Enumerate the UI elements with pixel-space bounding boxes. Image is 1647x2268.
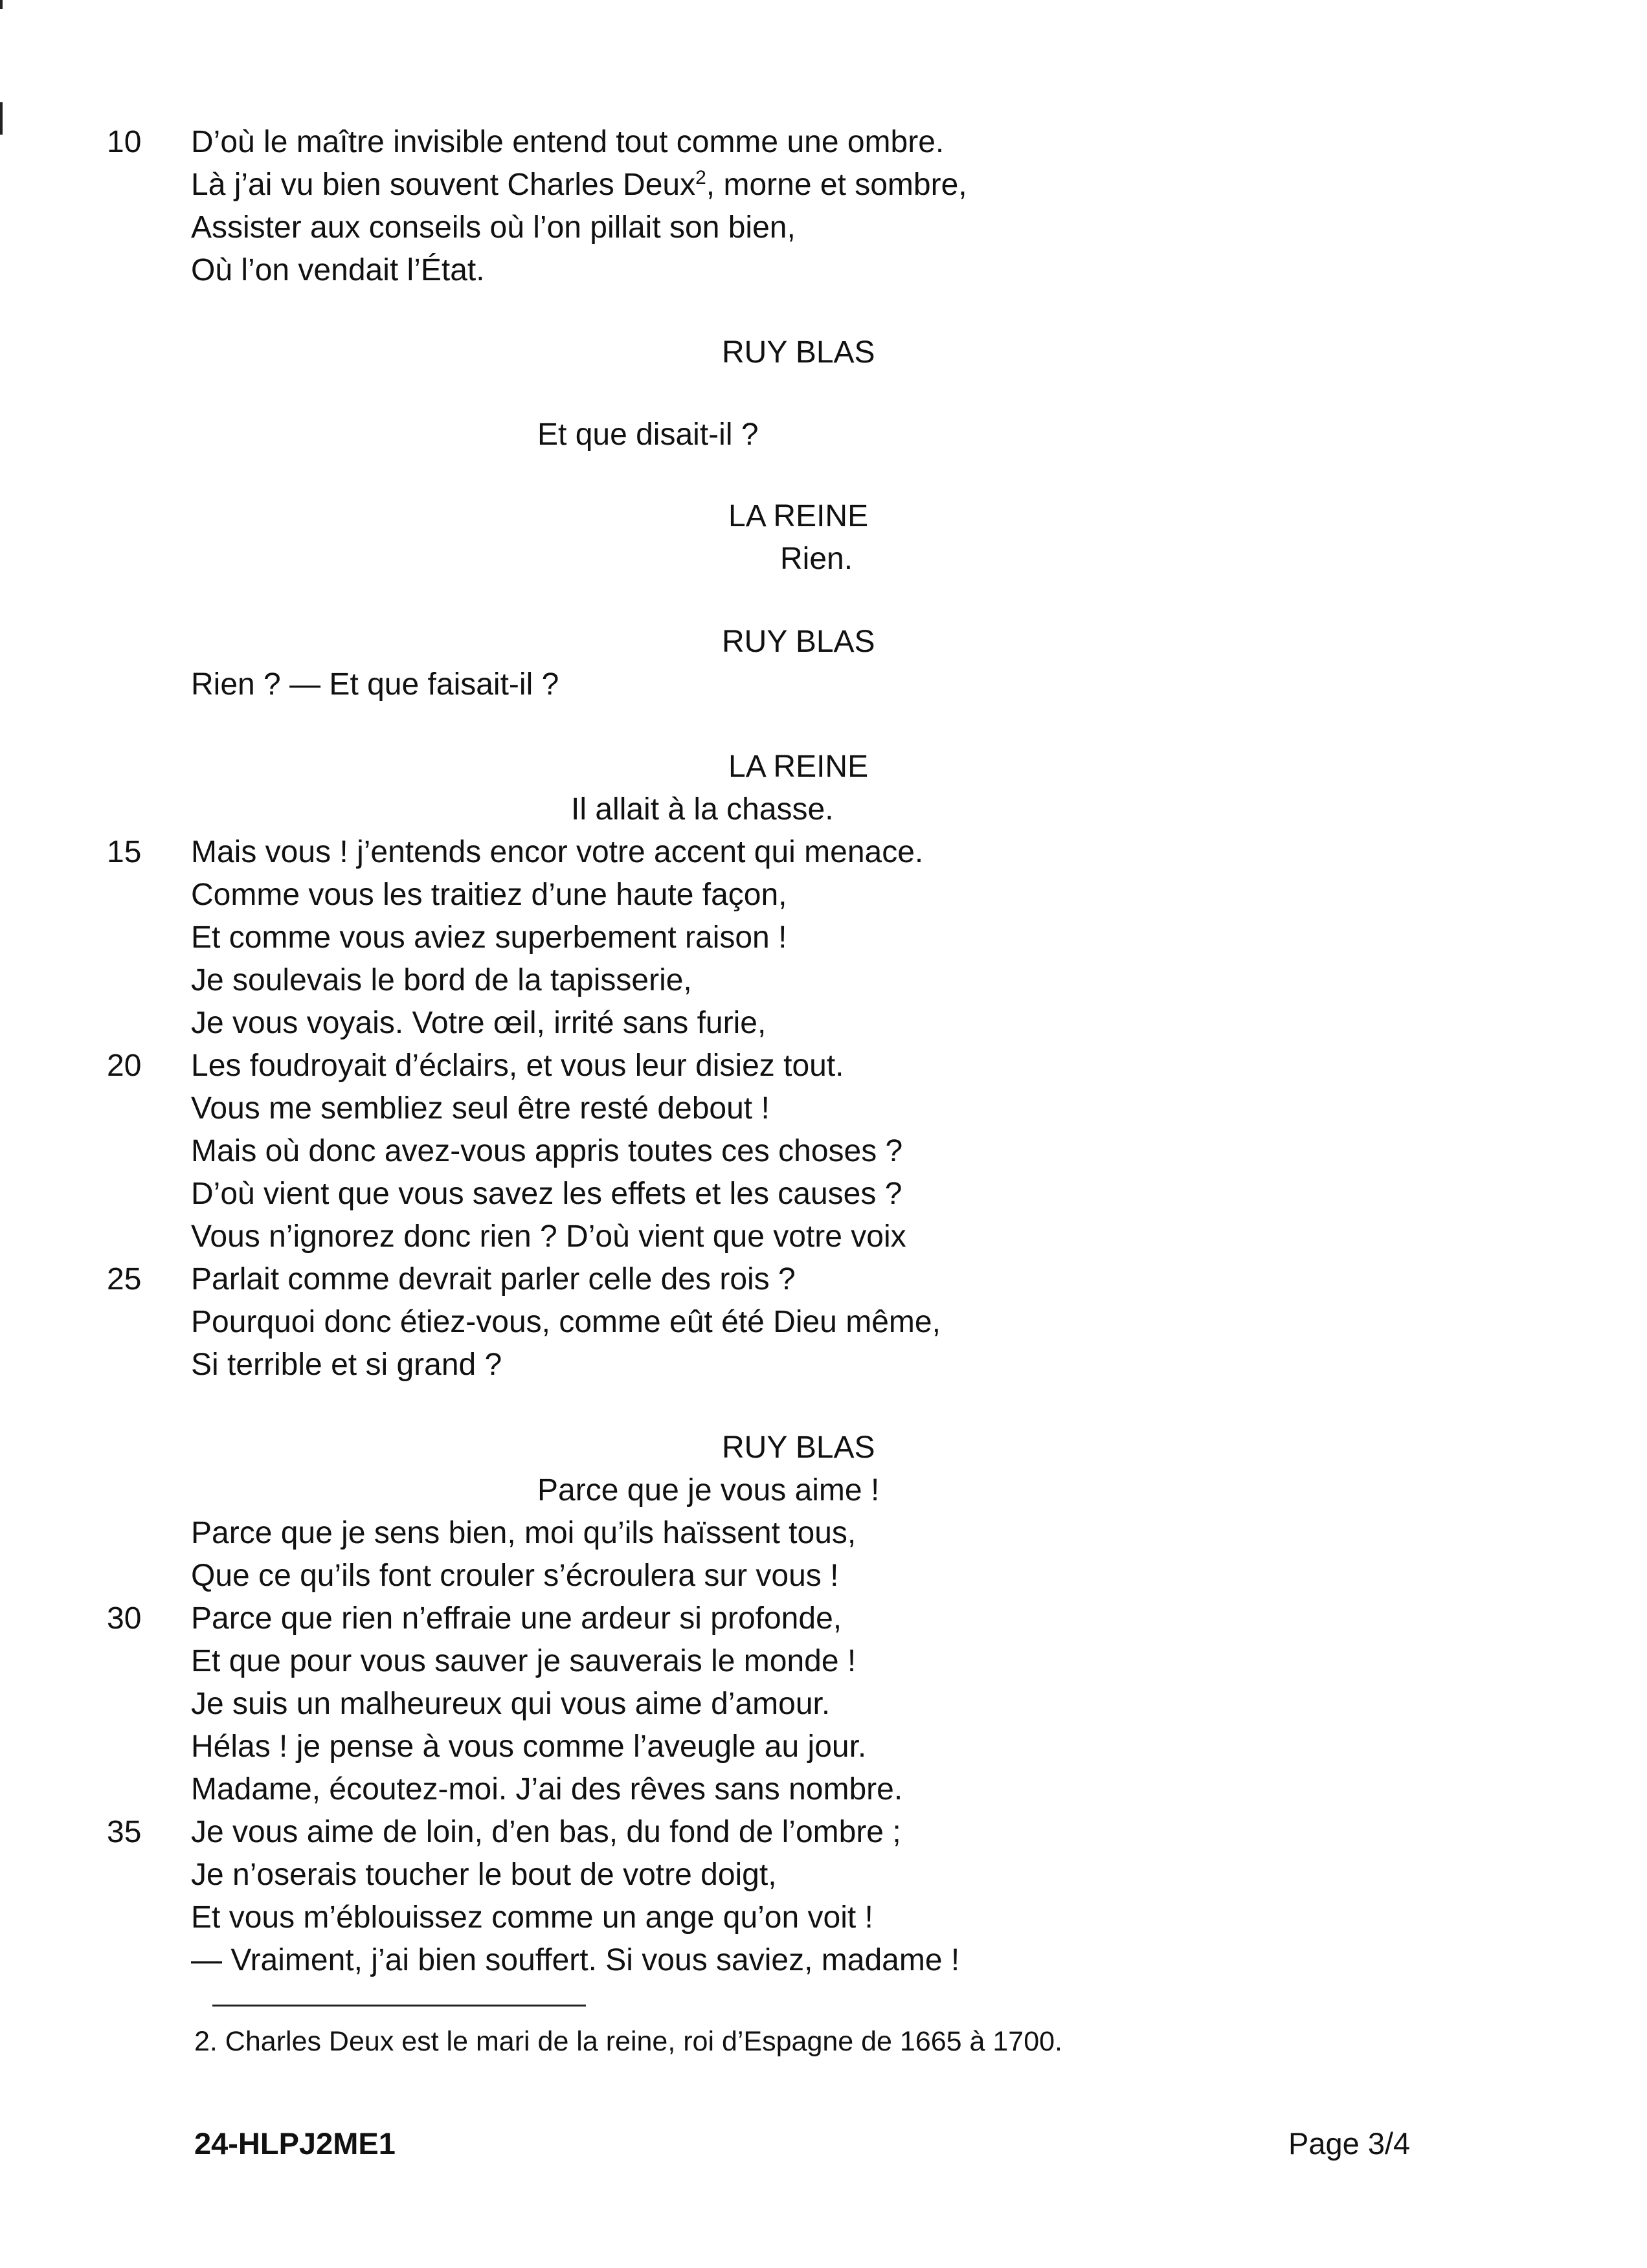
verse-line: Où l’on vendait l’État. [191, 253, 485, 287]
speaker-name: LA REINE [728, 499, 869, 533]
line-number: 10 [107, 125, 142, 159]
verse-line: Et que pour vous sauver je sauverais le monde ! [191, 1644, 857, 1678]
verse-line: Je n’oserais toucher le bout de votre doigt, [191, 1858, 777, 1892]
speaker-name: LA REINE [728, 750, 869, 784]
footnote: 2. Charles Deux est le mari de la reine, roi d’Espagne de 1665 à 1700. [194, 2026, 1062, 2057]
page-number: Page 3/4 [1288, 2126, 1411, 2161]
scan-edge-mark [0, 0, 3, 9]
verse-line: Rien. [780, 542, 853, 576]
verse-line: Comme vous les traitiez d’une haute façon, [191, 878, 787, 912]
verse-line: Je vous aime de loin, d’en bas, du fond de l’ombre ; [191, 1815, 901, 1849]
verse-line: Parlait comme devrait parler celle des rois ? [191, 1262, 796, 1296]
line-number: 35 [107, 1815, 142, 1849]
verse-line: D’où vient que vous savez les effets et les causes ? [191, 1177, 902, 1211]
line-number: 25 [107, 1262, 142, 1296]
verse-line: Je suis un malheureux qui vous aime d’amour. [191, 1687, 831, 1721]
verse-line: Je soulevais le bord de la tapisserie, [191, 963, 692, 997]
speaker-name: RUY BLAS [722, 335, 875, 370]
verse-line: Si terrible et si grand ? [191, 1348, 502, 1382]
verse-line: Parce que je vous aime ! [537, 1473, 880, 1507]
line-number: 20 [107, 1049, 142, 1083]
verse-line: Vous me sembliez seul être resté debout ! [191, 1091, 770, 1126]
verse-line: Vous n’ignorez donc rien ? D’où vient que votre voix [191, 1219, 906, 1254]
verse-line: — Vraiment, j’ai bien souffert. Si vous saviez, madame ! [191, 1943, 960, 1977]
verse-line: D’où le maître invisible entend tout comme une ombre. [191, 125, 945, 159]
verse-line: Assister aux conseils où l’on pillait son bien, [191, 210, 796, 245]
verse-line: Parce que rien n’effraie une ardeur si profonde, [191, 1601, 842, 1636]
verse-text: , morne et sombre, [706, 168, 967, 202]
verse-line [191, 166, 967, 205]
verse-line: Et comme vous aviez superbement raison ! [191, 920, 787, 955]
verse-text: Là j’ai vu bien souvent Charles Deux [191, 168, 696, 202]
verse-line: Madame, écoutez-moi. J’ai des rêves sans nombre. [191, 1772, 903, 1807]
line-number: 15 [107, 835, 142, 869]
document-code: 24-HLPJ2ME1 [194, 2126, 396, 2161]
verse-line: Et que disait-il ? [537, 417, 759, 452]
line-number: 30 [107, 1601, 142, 1636]
verse-line: Parce que je sens bien, moi qu’ils haïssent tous, [191, 1516, 857, 1550]
verse-line: Pourquoi donc étiez-vous, comme eût été Dieu même, [191, 1305, 941, 1339]
verse-line: Je vous voyais. Votre œil, irrité sans furie, [191, 1006, 767, 1040]
verse-line: Les foudroyait d’éclairs, et vous leur disiez tout. [191, 1049, 844, 1083]
verse-line: Il allait à la chasse. [571, 792, 834, 827]
verse-line: Et vous m’éblouissez comme un ange qu’on voit ! [191, 1900, 873, 1935]
footnote-separator [212, 2005, 586, 2007]
verse-line: Rien ? — Et que faisait-il ? [191, 667, 559, 702]
verse-line: Mais où donc avez-vous appris toutes ces choses ? [191, 1134, 903, 1168]
footnote-ref: 2 [695, 167, 706, 188]
speaker-name: RUY BLAS [722, 1430, 875, 1465]
scan-edge-mark [0, 102, 3, 135]
verse-line: Que ce qu’ils font crouler s’écroulera sur vous ! [191, 1559, 839, 1593]
verse-line: Hélas ! je pense à vous comme l’aveugle au jour. [191, 1729, 867, 1764]
speaker-name: RUY BLAS [722, 625, 875, 659]
verse-line: Mais vous ! j’entends encor votre accent qui menace. [191, 835, 924, 869]
